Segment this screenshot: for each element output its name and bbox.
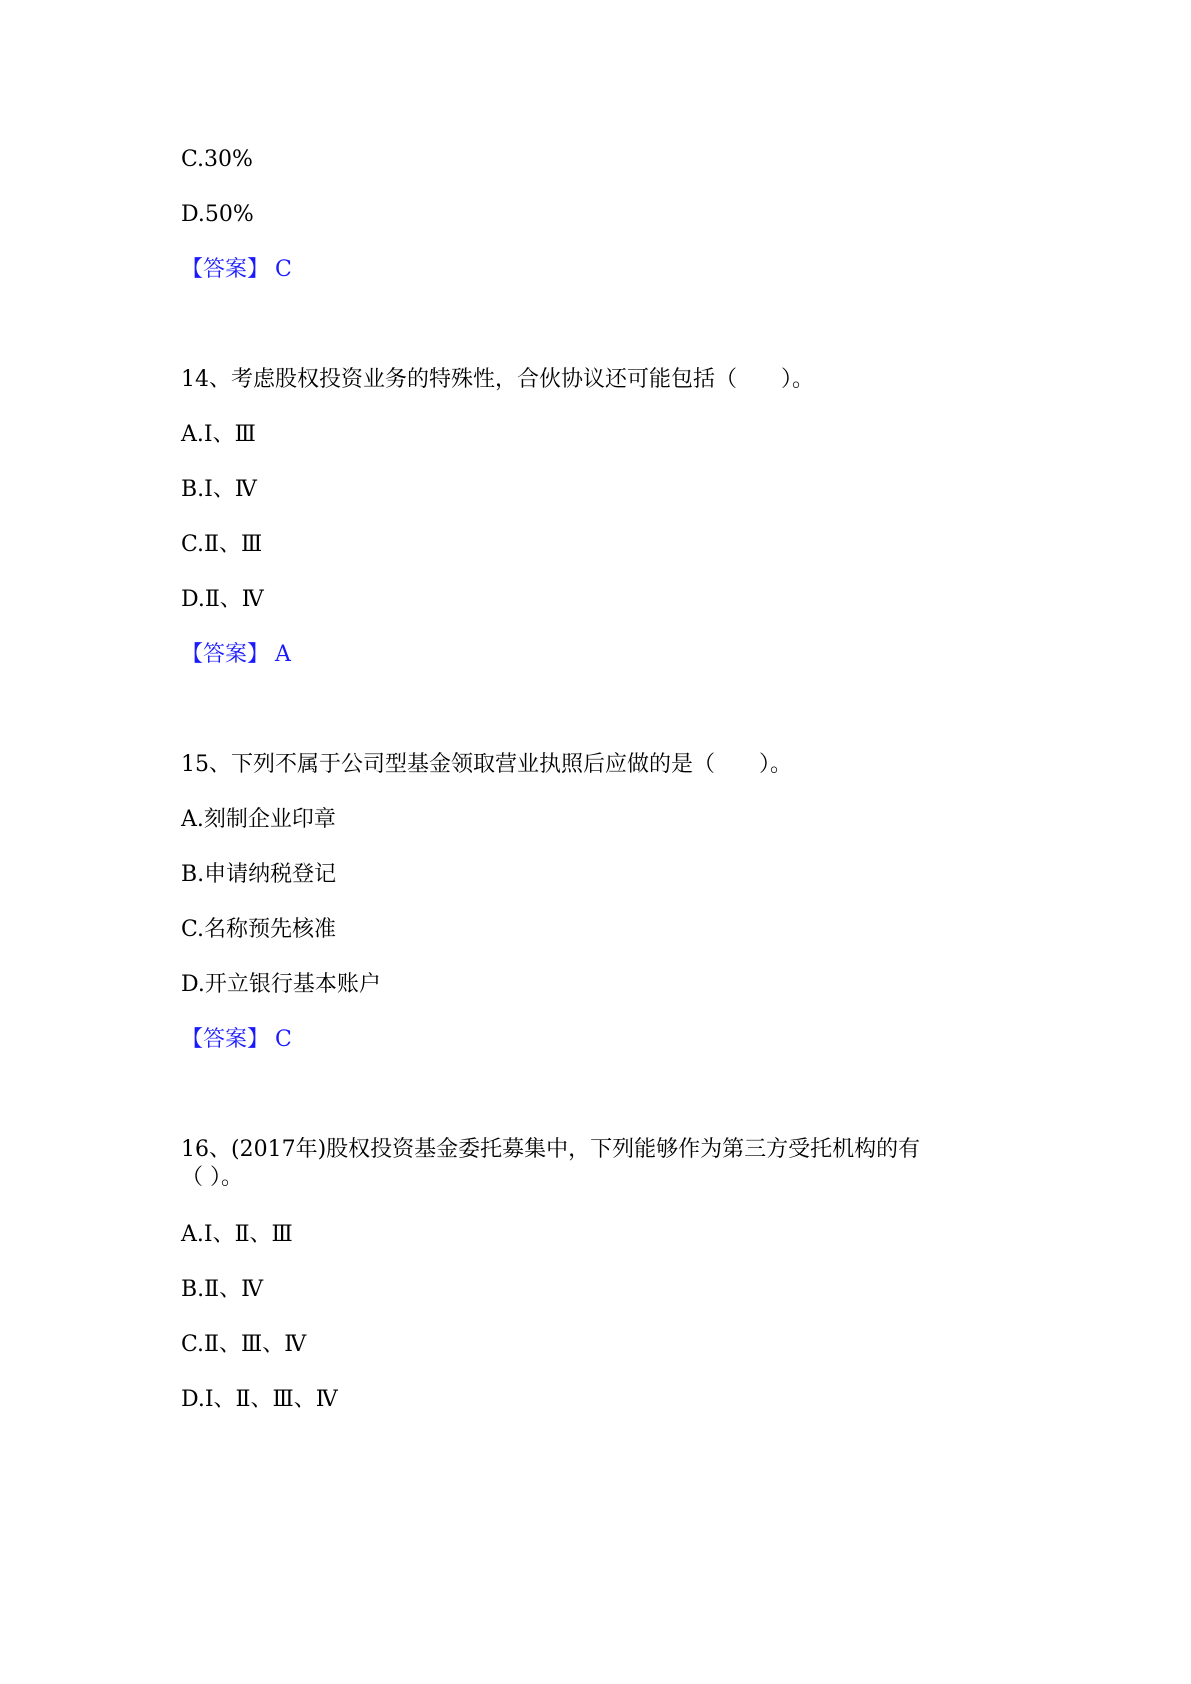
option-15-d: D.开立银行基本账户: [181, 972, 381, 997]
answer-value: C: [275, 1027, 292, 1052]
option-14-a: A.Ⅰ、Ⅲ: [181, 422, 256, 447]
question-16-line1: 16、(2017年)股权投资基金委托募集中，下列能够作为第三方受托机构的有: [181, 1137, 921, 1162]
option-15-b: B.申请纳税登记: [181, 862, 337, 887]
answer-14: [181, 641, 291, 669]
answer-15: [181, 1026, 292, 1054]
option-16-b: B.Ⅱ、Ⅳ: [181, 1277, 264, 1302]
answer-13: [181, 256, 292, 284]
option-16-d: D.Ⅰ、Ⅱ、Ⅲ、Ⅳ: [181, 1387, 338, 1412]
answer-tag: 【答案】: [181, 257, 270, 282]
answer-value: C: [275, 257, 292, 282]
answer-value: A: [275, 642, 291, 667]
option-16-c: C.Ⅱ、Ⅲ、Ⅳ: [181, 1332, 307, 1357]
option-14-b: B.Ⅰ、Ⅳ: [181, 477, 257, 502]
option-16-a: A.Ⅰ、Ⅱ、Ⅲ: [181, 1222, 293, 1247]
answer-tag: 【答案】: [181, 1027, 270, 1052]
option-14-d: D.Ⅱ、Ⅳ: [181, 587, 264, 612]
question-14: 14、考虑股权投资业务的特殊性，合伙协议还可能包括（ ）。: [181, 367, 814, 392]
option-15-c: C.名称预先核准: [181, 917, 337, 942]
question-16-line2: （ ）。: [181, 1165, 243, 1190]
question-15: 15、下列不属于公司型基金领取营业执照后应做的是（ ）。: [181, 752, 792, 777]
option-15-a: A.刻制企业印章: [181, 807, 336, 832]
option-13-c: C.30%: [181, 147, 253, 172]
option-14-c: C.Ⅱ、Ⅲ: [181, 532, 263, 557]
answer-tag: 【答案】: [181, 642, 270, 667]
option-13-d: D.50%: [181, 202, 254, 227]
